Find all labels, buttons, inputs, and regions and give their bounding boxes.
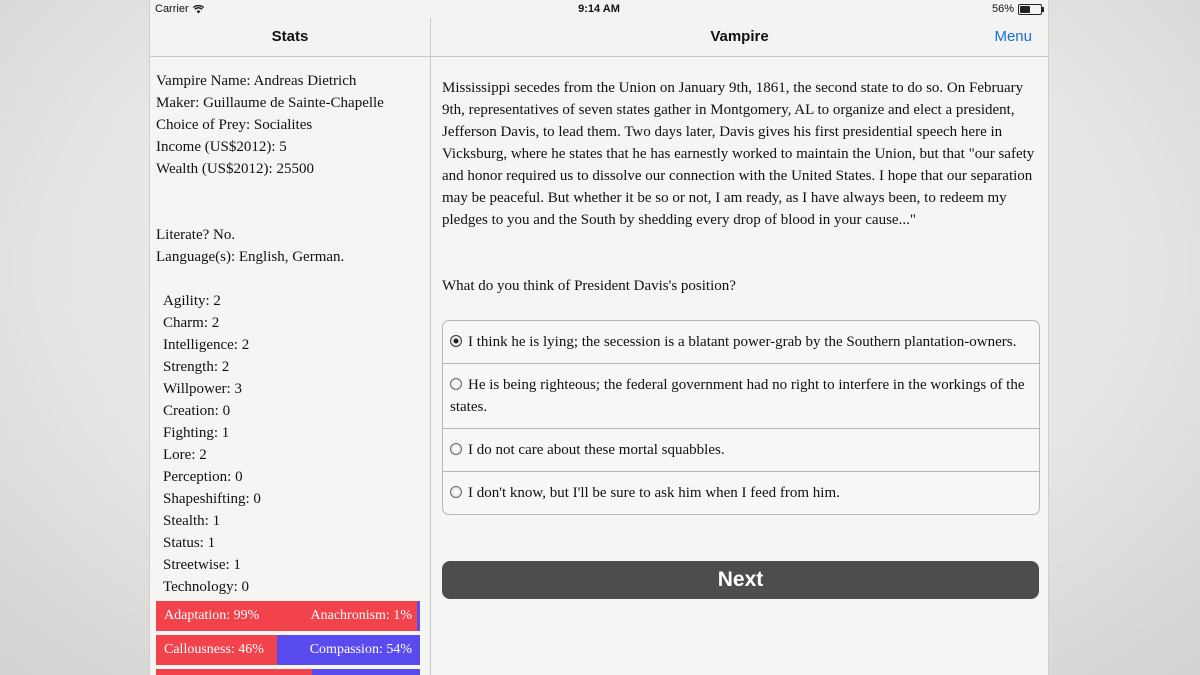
attribute-item: Status: 1: [163, 535, 216, 551]
attribute-item: Intelligence: 2: [163, 337, 250, 353]
choice-label: I do not care about these mortal squabbles.: [468, 442, 725, 458]
ipad-screen: [150, 0, 1048, 675]
story-text: Mississippi secedes from the Union on January 9th, 1861, the second state to do so. On February 9th, representatives of seven states gather in Montgomery, AL to organize and elect a president, Jefferson Davis, to lead them. Two days later, Davis gives his first presidential speech here in Vicksburg, where he states that he has earnestly worked to maintain the Union, but that "our safety and honor required us to dissolve our connection with the United States. I hope that our separation may be peaceful. But whether it be so or not, I am ready, as I have always been, to redeem my pledges to you and the South by shedding every drop of blood in your cause...": [442, 80, 1035, 228]
attribute-list: [163, 290, 261, 598]
main-nav-bar: [431, 18, 1048, 57]
vampire-name: Vampire Name: Andreas Dietrich: [156, 73, 357, 89]
battery-icon: [1018, 4, 1042, 15]
choice-of-prey: Choice of Prey: Socialites: [156, 117, 313, 133]
radio-button[interactable]: [450, 378, 462, 390]
bar-right-segment: [312, 669, 420, 675]
attribute-item: Agility: 2: [163, 293, 221, 309]
choice-option[interactable]: [443, 428, 1039, 471]
next-button[interactable]: Next: [442, 561, 1039, 599]
choice-option[interactable]: [443, 471, 1039, 514]
maker: Maker: Guillaume de Sainte-Chapelle: [156, 95, 384, 111]
bar-right-label: Compassion: 54%: [309, 642, 412, 657]
stat-bar-callousness: [156, 635, 420, 665]
carrier-label: Carrier: [155, 3, 189, 15]
choice-label: He is being righteous; the federal government had no right to interfere in the workings of the states.: [450, 377, 1025, 415]
stats-nav-bar: [150, 18, 431, 57]
bar-left-label: Adaptation: 99%: [164, 608, 260, 623]
attribute-item: Shapeshifting: 0: [163, 491, 261, 507]
radio-button[interactable]: [450, 443, 462, 455]
stat-bar-adaptation: [156, 601, 420, 631]
stats-panel[interactable]: [150, 57, 431, 675]
page-title: Vampire: [710, 28, 769, 45]
attribute-item: Fighting: 1: [163, 425, 230, 441]
attribute-item: Charm: 2: [163, 315, 220, 331]
attribute-item: Strength: 2: [163, 359, 230, 375]
attribute-item: Creation: 0: [163, 403, 231, 419]
bar-left-label: Callousness: 46%: [164, 642, 264, 657]
attribute-item: Willpower: 3: [163, 381, 242, 397]
bar-right-segment: [417, 601, 420, 631]
bar-left-segment: [156, 669, 312, 675]
languages: Language(s): English, German.: [156, 249, 345, 265]
radio-button[interactable]: [450, 486, 462, 498]
bar-right-label: Anachronism: 1%: [310, 608, 412, 623]
clock: 9:14 AM: [578, 3, 620, 15]
radio-button[interactable]: [450, 335, 462, 347]
choice-label: I don't know, but I'll be sure to ask him when I feed from him.: [468, 485, 840, 501]
attribute-item: Technology: 0: [163, 579, 250, 595]
stats-title: Stats: [271, 28, 309, 45]
literate: Literate? No.: [156, 227, 236, 243]
income: Income (US$2012): 5: [156, 139, 287, 155]
choice-option[interactable]: [443, 363, 1039, 428]
stat-bar-partial: [156, 669, 420, 675]
menu-button[interactable]: Menu: [994, 28, 1032, 45]
status-bar: [150, 0, 1048, 18]
attribute-item: Stealth: 1: [163, 513, 221, 529]
battery-percent: 56%: [991, 3, 1014, 15]
battery-level: [1020, 6, 1030, 13]
attribute-item: Streetwise: 1: [163, 557, 241, 573]
wealth: Wealth (US$2012): 25500: [156, 161, 314, 177]
choice-list: [442, 320, 1040, 515]
question-text: What do you think of President Davis's position?: [442, 278, 736, 294]
choice-label: I think he is lying; the secession is a blatant power-grab by the Southern plantation-owners.: [468, 334, 1017, 350]
choice-option[interactable]: [443, 321, 1039, 363]
attribute-item: Lore: 2: [163, 447, 207, 463]
attribute-item: Perception: 0: [163, 469, 243, 485]
